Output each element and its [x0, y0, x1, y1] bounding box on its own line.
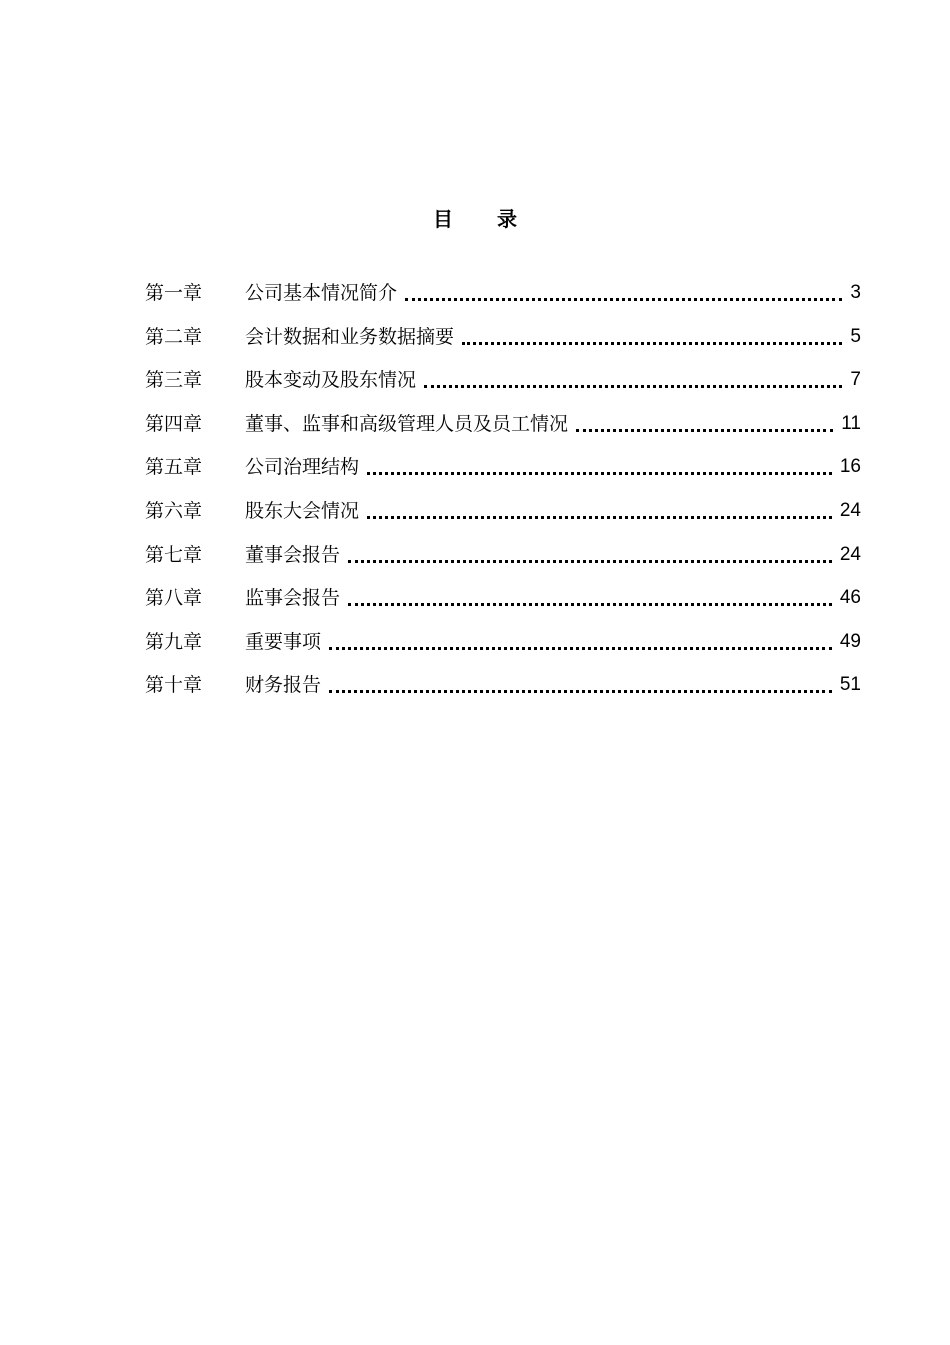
- toc-list: [145, 279, 861, 715]
- toc-page-number: 49: [839, 630, 861, 652]
- dot-leader: [424, 366, 842, 394]
- dot-leader: [348, 541, 832, 569]
- toc-entry-title: 董事、监事和高级管理人员及员工情况: [245, 412, 569, 435]
- toc-entry-body: [245, 323, 861, 351]
- toc-chapter-label: 第六章: [145, 499, 203, 522]
- toc-entry[interactable]: [145, 541, 861, 585]
- toc-chapter-label: 第四章: [145, 412, 203, 435]
- toc-entry-body: [245, 279, 861, 307]
- toc-entry-title: 财务报告: [245, 674, 322, 697]
- toc-entry-title: 会计数据和业务数据摘要: [245, 325, 455, 348]
- toc-page-number: 11: [841, 412, 861, 434]
- toc-entry[interactable]: [145, 497, 861, 541]
- toc-entry[interactable]: [145, 279, 861, 323]
- toc-entry-title: 董事会报告: [245, 543, 341, 566]
- toc-chapter-label: 第一章: [145, 282, 203, 304]
- dot-leader: [405, 279, 842, 307]
- toc-chapter-label: 第八章: [145, 587, 203, 610]
- toc-page-number: 16: [839, 456, 861, 478]
- dot-leader: [329, 628, 832, 656]
- toc-entry-title: 股本变动及股东情况: [245, 369, 417, 392]
- dot-leader: [462, 323, 842, 351]
- toc-chapter-label: 第九章: [145, 630, 203, 653]
- toc-entry-title: 重要事项: [245, 630, 322, 653]
- dot-leader: [367, 497, 832, 525]
- toc-entry-title: 监事会报告: [245, 587, 341, 610]
- toc-entry[interactable]: [145, 628, 861, 672]
- toc-page-number: 24: [839, 499, 861, 521]
- toc-entry-title: 公司基本情况简介: [245, 282, 398, 304]
- toc-entry-title: 股东大会情况: [245, 499, 360, 522]
- toc-page-number: 7: [850, 369, 861, 391]
- toc-entry[interactable]: [145, 671, 861, 715]
- toc-entry-body: [245, 410, 861, 438]
- toc-entry-body: [245, 453, 861, 481]
- toc-page-number: 51: [839, 674, 861, 696]
- toc-entry-body: [245, 366, 861, 394]
- toc-entry-body: [245, 671, 861, 699]
- dot-leader: [576, 410, 833, 438]
- toc-chapter-label: 第五章: [145, 456, 203, 479]
- toc-page-number: 46: [839, 587, 861, 609]
- toc-entry-title: 公司治理结构: [245, 456, 360, 479]
- toc-chapter-label: 第三章: [145, 369, 203, 392]
- toc-chapter-label: 第二章: [145, 325, 203, 348]
- toc-entry[interactable]: [145, 453, 861, 497]
- dot-leader: [329, 671, 832, 699]
- toc-entry[interactable]: [145, 366, 861, 410]
- toc-chapter-label: 第十章: [145, 674, 203, 697]
- dot-leader: [348, 584, 832, 612]
- toc-chapter-label: 第七章: [145, 543, 203, 566]
- toc-heading-char-2: 录: [497, 207, 517, 231]
- dot-leader: [367, 453, 832, 481]
- toc-entry[interactable]: [145, 584, 861, 628]
- toc-entry-body: [245, 541, 861, 569]
- toc-entry-body: [245, 497, 861, 525]
- toc-heading-char-1: 目: [433, 207, 453, 231]
- toc-entry[interactable]: [145, 410, 861, 454]
- toc-page-number: 3: [850, 282, 861, 303]
- toc-entry-body: [245, 584, 861, 612]
- toc-page-number: 5: [850, 325, 861, 347]
- toc-entry-body: [245, 628, 861, 656]
- toc-entry[interactable]: [145, 323, 861, 367]
- toc-page-number: 24: [839, 543, 861, 565]
- toc-heading: [0, 203, 950, 232]
